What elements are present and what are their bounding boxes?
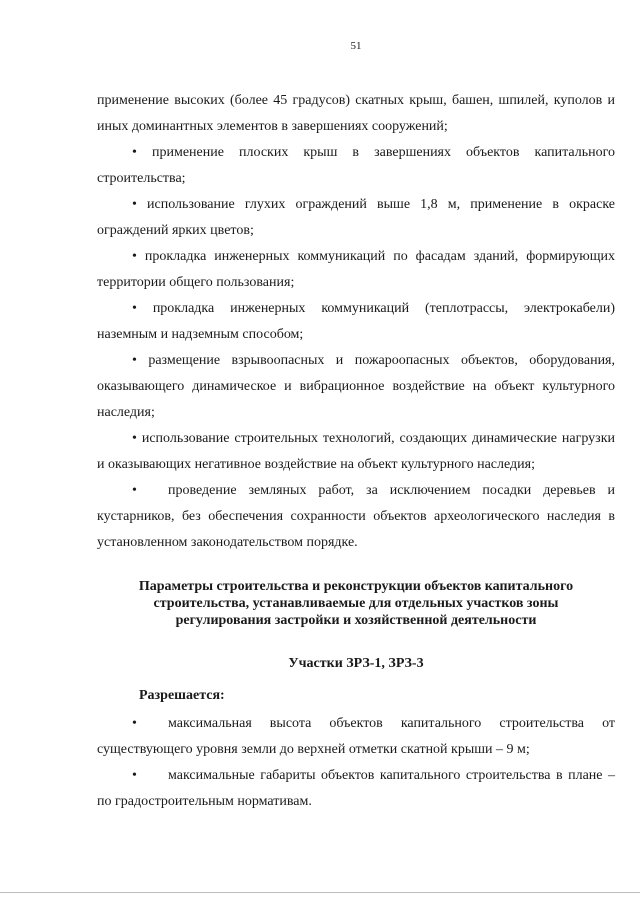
allowed-item-2: • максимальные габариты объектов капитального строительства в плане – по градостроительным нормативам. [97, 763, 615, 815]
paragraph-7: • использование строительных технологий, создающих динамические нагрузки и оказывающих негативное воздействие на объект культурного наследия; [97, 431, 615, 472]
page-bottom-edge [0, 892, 640, 893]
paragraph-1: применение высоких (более 45 градусов) скатных крыш, башен, шпилей, куполов и иных доминантных элементов в завершениях сооружений; [97, 93, 615, 134]
bullet-icon: • [132, 249, 137, 264]
bullet-icon: • [132, 301, 137, 316]
bullet-icon: • [132, 197, 137, 212]
bullet-icon: • [132, 483, 137, 498]
paragraph-3: • использование глухих ограждений выше 1,8 м, применение в окраске ограждений ярких цветов; [97, 197, 615, 238]
paragraph-4: • прокладка инженерных коммуникаций по фасадам зданий, формирующих территории общего пользования; [97, 249, 615, 290]
allowed-item-1: • максимальная высота объектов капитального строительства от существующего уровня земли до верхней отметки скатной крыши – 9 м; [97, 711, 615, 763]
bullet-icon: • [132, 353, 137, 368]
document-body [97, 88, 615, 815]
allowed-label: Разрешается: [139, 688, 225, 703]
bullet-icon: • [132, 145, 137, 160]
paragraph-2: • применение плоских крыш в завершениях объектов капитального строительства; [97, 145, 615, 186]
section-heading: Параметры строительства и реконструкции объектов капитального строительства, устанавливаемые для отдельных участков зоны регулирования застройки и хозяйственной деятельности [138, 579, 574, 628]
bullet-icon: • [132, 431, 137, 446]
paragraph-5: • прокладка инженерных коммуникаций (теплотрассы, электрокабели) наземным и надземным способом; [97, 301, 616, 342]
paragraph-8: • проведение земляных работ, за исключением посадки деревьев и кустарников, без обеспечения сохранности объектов археологического наследия в установленном законодательством порядке. [97, 478, 615, 556]
page-number: 51 [350, 40, 362, 52]
bullet-icon: • [132, 768, 137, 783]
section-subheading: Участки ЗРЗ-1, ЗРЗ-3 [288, 656, 424, 671]
bullet-icon: • [132, 716, 137, 731]
paragraph-6: • размещение взрывоопасных и пожароопасных объектов, оборудования, оказывающего динамическое и вибрационное воздействие на объект культурного наследия; [97, 353, 615, 420]
